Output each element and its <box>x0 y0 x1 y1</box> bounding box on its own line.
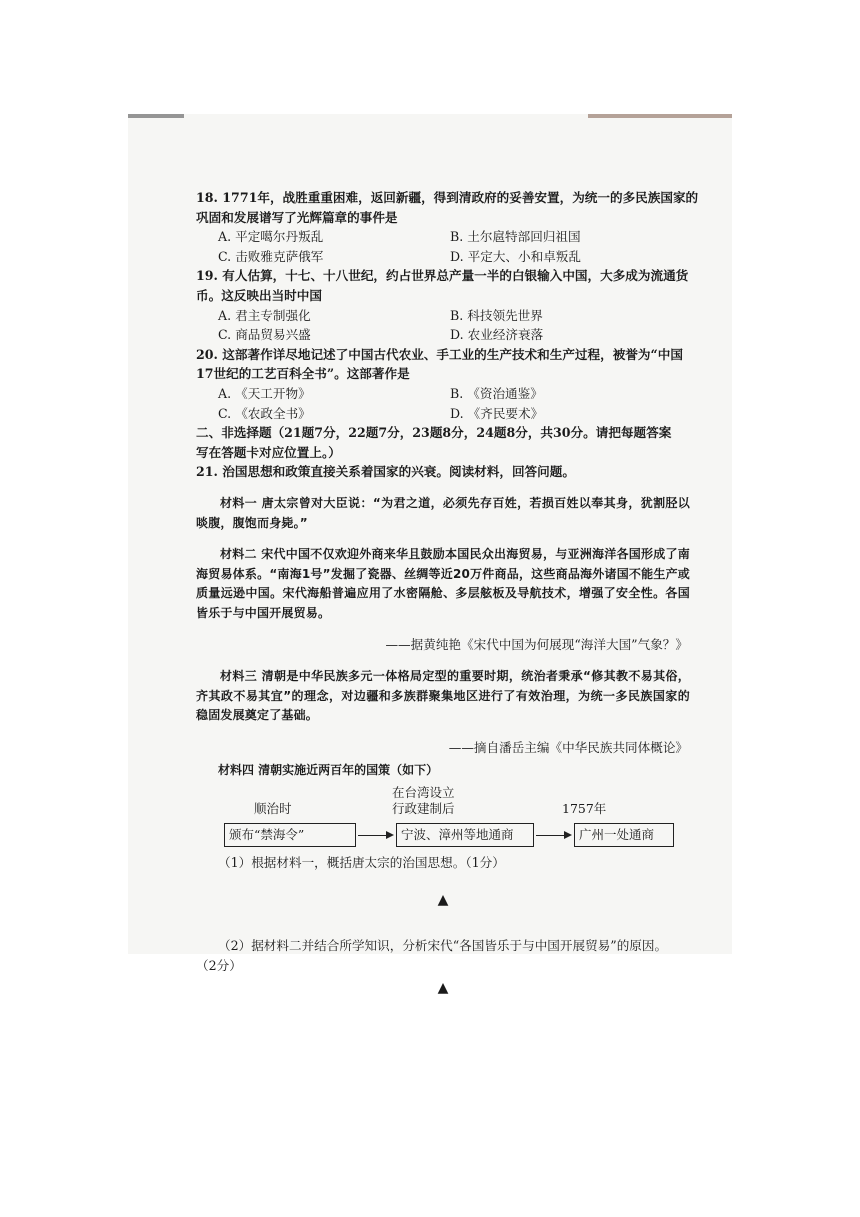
options-row <box>196 325 690 345</box>
sub-question-2-score: （2分） <box>196 957 242 973</box>
flow-label-line: 行政建制后 <box>392 801 455 817</box>
flow-arrow <box>536 835 570 836</box>
policy-flowchart <box>196 783 690 853</box>
option-a: A. 君主专制强化 <box>218 307 311 323</box>
option-a: A. 《天工开物》 <box>218 385 311 401</box>
question-stem: 19. 有人估算，十七、十八世纪，约占世界总产量一半的白银输入中国，大多成为流通货 <box>196 268 689 284</box>
option-d: D. 《齐民要术》 <box>450 405 544 421</box>
flow-box-guangzhou: 广州一处通商 <box>574 823 674 847</box>
option-b: B. 《资治通鉴》 <box>450 385 543 401</box>
option-c: C. 《农政全书》 <box>218 405 311 421</box>
exam-content <box>196 188 699 1003</box>
question-stem: 巩固和发展谱写了光辉篇章的事件是 <box>196 209 398 225</box>
options-row <box>196 227 690 247</box>
option-b: B. 科技领先世界 <box>450 307 543 323</box>
option-a: A. 平定噶尔丹叛乱 <box>218 229 324 245</box>
section-title: 写在答题卡对应位置上。） <box>196 444 341 460</box>
question-18 <box>196 188 699 266</box>
flow-label-shunzhi: 顺治时 <box>254 801 292 817</box>
flow-box-ningbo: 宁波、漳州等地通商 <box>396 823 534 847</box>
scan-edge-mark <box>588 114 732 118</box>
question-stem: 21. 治国思想和政策直接关系着国家的兴衰。阅读材料，回答问题。 <box>196 464 575 480</box>
question-21 <box>196 462 690 999</box>
material-3: 材料三 清朝是中华民族多元一体格局定型的重要时期，统治者秉承“修其教不易其俗，齐其政不易其宜”的理念，对边疆和多族群聚集地区进行了有效治理，为统一多民族国家的稳固发展奠定了基础。 <box>196 669 690 723</box>
scan-edge-mark <box>128 114 184 118</box>
option-d: D. 平定大、小和卓叛乱 <box>450 248 581 264</box>
question-stem: 18. 1771年，战胜重重困难，返回新疆，得到清政府的妥善安置，为统一的多民族国家的 <box>196 190 699 205</box>
option-b: B. 土尔扈特部回归祖国 <box>450 229 581 245</box>
question-stem: 币。这反映出当时中国 <box>196 287 322 303</box>
question-19 <box>196 266 690 344</box>
option-d: D. 农业经济衰落 <box>450 327 544 343</box>
options-row <box>196 306 690 326</box>
question-20 <box>196 345 690 423</box>
section-title: 二、非选择题（21题7分，22题7分，23题8分，24题8分，共30分。请把每题答案 <box>196 425 672 441</box>
flow-label-taiwan <box>392 785 455 817</box>
flow-box-ban: 颁布“禁海令” <box>224 823 356 847</box>
answer-mark: ▲ <box>437 891 449 908</box>
material-4: 材料四 清朝实施近两百年的国策（如下） <box>218 763 439 778</box>
options-row <box>196 247 690 267</box>
option-c: C. 商品贸易兴盛 <box>218 327 311 343</box>
question-stem: 20. 这部著作详尽地记述了中国古代农业、手工业的生产技术和生产过程，被誉为“中国 <box>196 346 683 362</box>
material-1: 材料一 唐太宗曾对大臣说：“为君之道，必须先存百姓，若损百姓以奉其身，犹割胫以啖腹，腹饱而身毙。” <box>196 495 690 530</box>
material-3-source: ——摘自潘岳主编《中华民族共同体概论》 <box>448 739 688 755</box>
question-stem: 17世纪的工艺百科全书”。这部著作是 <box>196 366 410 382</box>
flow-label-1757: 1757年 <box>562 801 607 817</box>
option-c: C. 击败雅克萨俄军 <box>218 248 324 264</box>
material-2: 材料二 宋代中国不仅欢迎外商来华且鼓励本国民众出海贸易，与亚洲海洋各国形成了南海贸易体系。“南海1号”发掘了瓷器、丝绸等近20万件商品，这些商品海外诸国不能生产或质量远逊中国。宋代海船普遍应用了水密隔舱、多层舷板及导航技术，增强了安全性。各国皆乐于与中国开展贸易。 <box>196 547 690 620</box>
sub-question-1: （1）根据材料一，概括唐太宗的治国思想。（1分） <box>218 855 505 871</box>
options-row <box>196 384 690 404</box>
options-row <box>196 404 690 424</box>
flow-label-line: 在台湾设立 <box>392 785 455 801</box>
sub-question-2: （2）据材料二并结合所学知识，分析宋代“各国皆乐于与中国开展贸易”的原因。 <box>218 938 668 954</box>
answer-mark: ▲ <box>437 980 449 997</box>
flow-arrow <box>358 835 392 836</box>
material-2-source: ——据黄纯艳《宋代中国为何展现“海洋大国”气象？》 <box>385 637 688 653</box>
section-heading <box>196 423 690 462</box>
